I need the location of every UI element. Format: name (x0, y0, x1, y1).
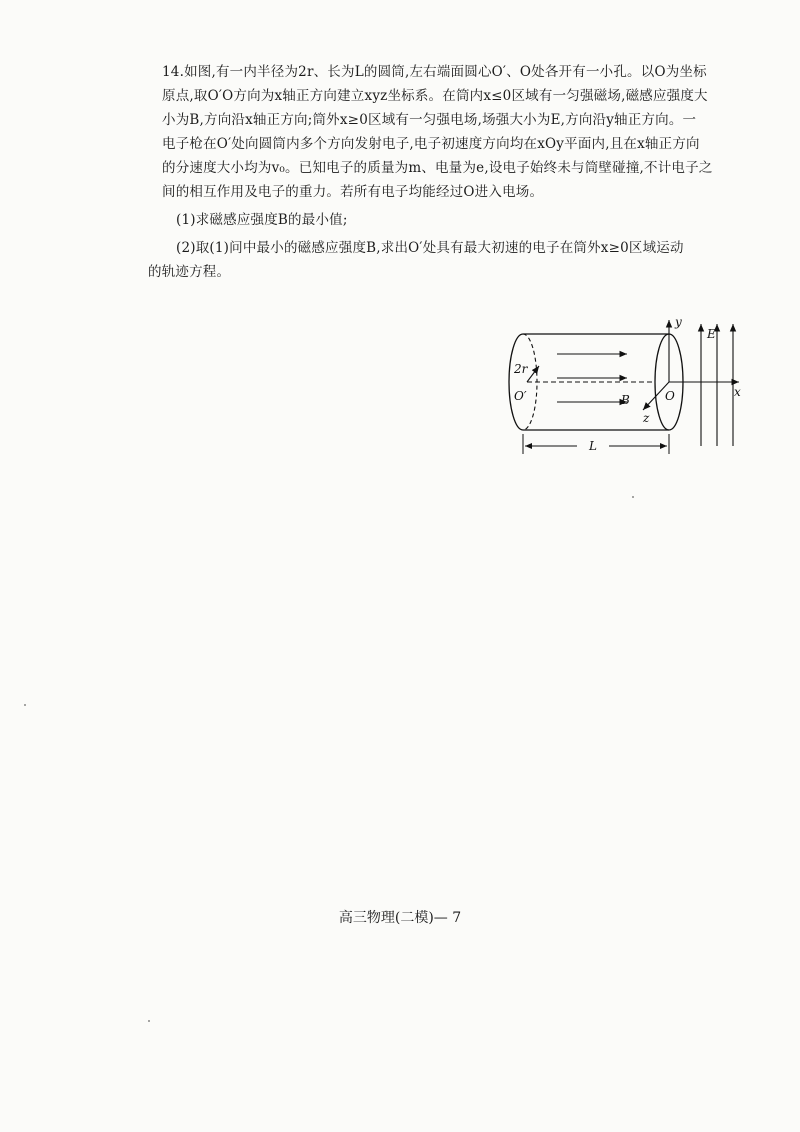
question-2-line: 的轨迹方程。 (148, 264, 231, 280)
question-2-line: (2)取(1)问中最小的磁感应强度B,求出O′处具有最大初速的电子在筒外x≥0区域运动 (176, 240, 684, 256)
label-y: y (675, 318, 682, 329)
scan-speck (148, 1020, 150, 1022)
label-l: L (589, 439, 597, 453)
question-1: (1)求磁感应强度B的最小值; (176, 212, 348, 228)
label-x: x (734, 385, 741, 399)
page-footer: 高三物理(二模)— 7 (338, 910, 462, 926)
problem-line: 小为B,方向沿x轴正方向;筒外x≥0区域有一匀强电场,场强大小为E,方向沿y轴正方向。一 (162, 112, 697, 128)
question-2 (148, 236, 752, 284)
scan-speck (632, 496, 634, 498)
problem-line: 原点,取O′O方向为x轴正方向建立xyz坐标系。在筒内x≤0区域有一匀强磁场,磁感应强度大 (162, 88, 708, 104)
problem-line: 的分速度大小均为v₀。已知电子的质量为m、电量为e,设电子始终未与筒壁碰撞,不计电子之 (162, 160, 713, 176)
label-2r: 2r (514, 362, 528, 376)
problem-line: 14.如图,有一内半径为2r、长为L的圆筒,左右端面圆心O′、O处各开有一小孔。以O为坐标 (162, 64, 707, 80)
cylinder-figure (505, 318, 745, 468)
left-end-solid (509, 334, 523, 430)
label-o-prime: O′ (514, 389, 527, 403)
problem-line: 电子枪在O′处向圆筒内多个方向发射电子,电子初速度方向均在xOy平面内,且在x轴正方向 (162, 136, 700, 152)
problem-body (162, 60, 752, 204)
label-o: O (665, 389, 675, 403)
label-z: z (643, 411, 650, 425)
cylinder-diagram (505, 318, 745, 468)
scan-speck (24, 704, 26, 706)
problem-line: 间的相互作用及电子的重力。若所有电子均能经过O进入电场。 (162, 184, 544, 200)
label-b: B (621, 393, 630, 407)
label-e: E (707, 327, 716, 341)
problem-statement (148, 60, 752, 284)
